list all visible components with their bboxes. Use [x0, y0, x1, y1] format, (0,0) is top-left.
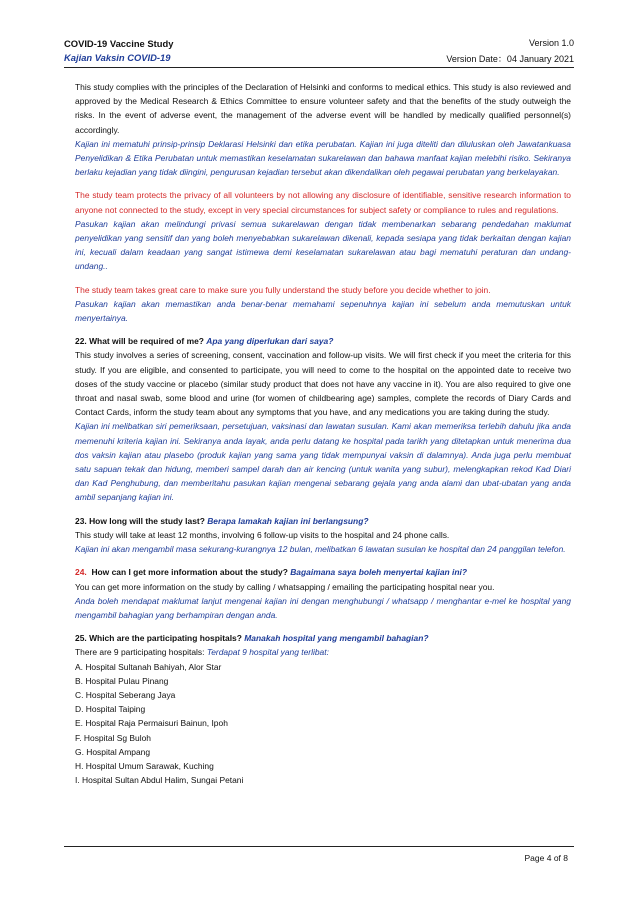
answer-23: This study will take at least 12 months, involving 6 follow-up visits to the hospital and 24 phone calls.: [75, 529, 450, 540]
question-23-malay: Berapa lamakah kajian ini berlangsung?: [207, 515, 369, 526]
page-number: Page 4 of 8: [524, 853, 568, 863]
paragraph-privacy: The study team protects the privacy of all volunteers by not allowing any disclosure of identifiable, sensitive research information to anyone not connected to the study, except in very special circumstances for subject safety or compliance to rules and regulations.: [75, 190, 571, 215]
list-item: H. Hospital Umum Sarawak, Kuching: [75, 760, 214, 771]
question-23-english: 23. How long will the study last?: [75, 515, 205, 526]
paragraph-ethics: This study complies with the principles of the Declaration of Helsinki and conforms to medical ethics. This study is also reviewed and approved by the Medical Research & Ethics Committee to ensure volunteer safety and that the benefits of the study outweigh the risks. In the event of adverse event, the management of the adverse event will be handled by medically qualified personnel(s) accordingly.: [75, 82, 571, 135]
paragraph-ethics-translation: Kajian ini mematuhi prinsip-prinsip Deklarasi Helsinki dan etika perubatan. Kajian ini juga diteliti dan diluluskan oleh Jawatankuasa Penyelidikan & Etika Perubatan untuk memastikan keselamatan sukarelawan dan bahawa manfaat kajian melebihi risiko. Sekiranya berlaku kejadian yang tidak diingini, pengurusan kejadian tersebut akan dikendalikan oleh pegawai perubatan yang berkelayakan.: [75, 138, 571, 178]
hospital-intro-malay: Terdapat 9 hospital yang terlibat:: [206, 647, 329, 658]
header-divider: [64, 67, 574, 68]
document-subtitle: Kajian Vaksin COVID-19: [64, 52, 171, 63]
question-25-english: 25. Which are the participating hospitals?: [75, 633, 242, 644]
question-24-english: How can I get more information about the study?: [91, 567, 288, 578]
paragraph-understanding-translation: Pasukan kajian akan memastikan anda benar-benar memahami sepenuhnya kajian ini sebelum anda memutuskan untuk menyertainya.: [75, 298, 571, 324]
question-25-malay: Manakah hospital yang mengambil bahagian?: [244, 633, 429, 644]
page-header: [64, 38, 574, 68]
paragraph-privacy-translation: Pasukan kajian akan melindungi privasi semua sukarelawan dengan tidak membenarkan sebarang pendedahan maklumat penyelidikan yang sensitif dan yang boleh menyebabkan sukarelawan dikenali, kepada sesiapa yang tidak berkaitan dengan kajian ini, kecuali dalam keadaan yang sangat istimewa demi keselamatan sukarelawan atau bagi mematuhi peraturan dan undang-undang..: [75, 218, 571, 272]
answer-23-translation: Kajian ini akan mengambil masa sekurang-kurangnya 12 bulan, melibatkan 6 lawatan susulan ke hospital dan 24 panggilan telefon.: [75, 544, 566, 555]
version-label: Version 1.0: [528, 38, 574, 48]
question-22-heading: [75, 334, 571, 348]
page-content: [75, 80, 571, 787]
list-item: C. Hospital Seberang Jaya: [75, 689, 176, 700]
question-24-number: 24.: [75, 567, 87, 578]
question-25-heading: [75, 631, 571, 645]
list-item: G. Hospital Ampang: [75, 746, 151, 757]
question-24-heading: [75, 565, 571, 579]
list-item: E. Hospital Raja Permaisuri Bainun, Ipoh: [75, 718, 228, 729]
hospital-intro: [75, 645, 571, 659]
answer-22: This study involves a series of screening, consent, vaccination and follow-up visits. We will first check if you meet the criteria for this study. If you are eligible, and consented to participate, you will need to come to the hospital on the appointed date to receive two doses of the study vaccine or placebo (similar study product that does not have any vaccine in it). You are also required to give one throat and nasal swab, some blood and urine (for women of childbearing age) samples, complete the records of Diary Cards and Contact Cards, inform the study team about any symptoms that you have, and any medications you are taking during the study.: [75, 350, 571, 418]
version-date: Version Date：04 January 2021: [446, 54, 574, 64]
answer-24: You can get more information on the study by calling / whatsapping / emailing the participating hospital near you.: [75, 581, 495, 592]
list-item: B. Hospital Pulau Pinang: [75, 675, 169, 686]
list-item: I. Hospital Sultan Abdul Halim, Sungai Petani: [75, 775, 244, 786]
list-item: A. Hospital Sultanah Bahiyah, Alor Star: [75, 661, 222, 672]
hospital-intro-english: There are 9 participating hospitals:: [75, 647, 205, 658]
hospital-list: [75, 660, 571, 788]
list-item: F. Hospital Sg Buloh: [75, 732, 151, 743]
answer-22-translation: Kajian ini melibatkan siri pemeriksaan, persetujuan, vaksinasi dan lawatan susulan. Kami akan memeriksa terlebih dahulu jika anda memenuhi kriteria kajian ini. Sekiranya anda layak, anda perlu datang ke hospital pada tarikh yang ditetapkan untuk menerima dua dos vaksin kajian atau plasebo (produk kajian yang sama yang tidak mempunyai vaksin di dalamnya). Anda juga perlu membuat satu sapuan tekak dan hidung, memberi sampel darah dan air kencing (untuk wanita yang subur), melengkapkan rekod Kad Diari dan Kad Penghubung, dan memberitahu pasukan kajian mengenai sebarang gejala yang anda alami dan ubat-ubatan yang anda ambil sepanjang kajian ini.: [75, 421, 571, 503]
paragraph-understanding: The study team takes great care to make sure you fully understand the study before you decide whether to join.: [75, 284, 491, 295]
question-24-malay: Bagaimana saya boleh menyertai kajian ini?: [290, 567, 468, 578]
list-item: D. Hospital Taiping: [75, 704, 146, 715]
question-23-heading: [75, 514, 571, 528]
document-title: COVID-19 Vaccine Study: [64, 38, 174, 49]
question-22-english: 22. What will be required of me?: [75, 336, 204, 347]
footer-divider: [64, 846, 574, 847]
question-22-malay: Apa yang diperlukan dari saya?: [206, 336, 334, 347]
answer-24-translation: Anda boleh mendapat maklumat lanjut mengenai kajian ini dengan menghubungi / whatsapp / menghantar e-mel ke hospital yang mengambil bahagian yang berhampiran dengan anda.: [75, 595, 571, 620]
